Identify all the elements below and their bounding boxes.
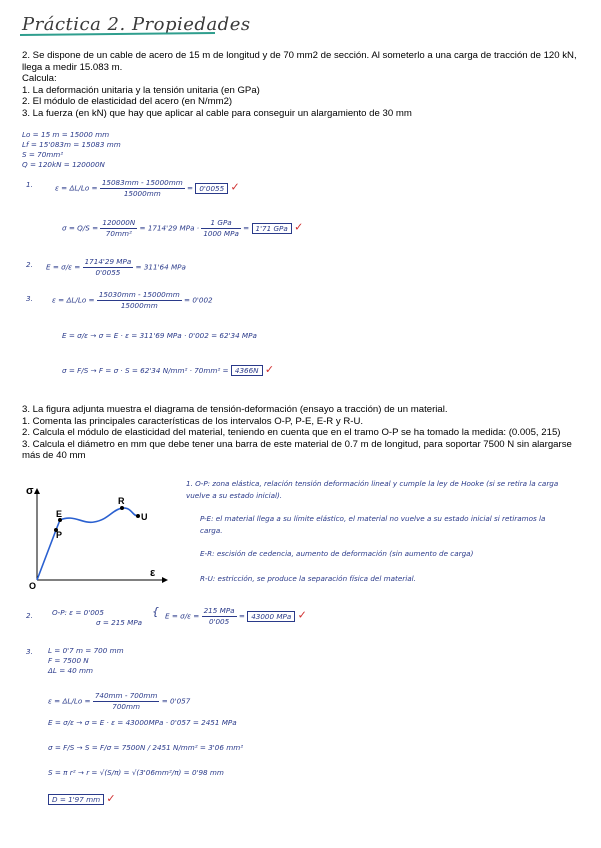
hw3-comment-2: P-E: el material llega a su límite elástico, el material no vuelve a su estado inicial si retiramos la carga. [200, 514, 546, 535]
hw3-b3-result: D = 1'97 mm [48, 794, 104, 805]
problem-3-statement [22, 404, 582, 462]
hw3-b3-e1: ε = ΔL/Lo = [48, 696, 91, 706]
hw3-b2-fraction [202, 606, 237, 627]
hw2-a1-num: 15083mm - 15000mm [101, 178, 183, 187]
hw2-a1b-den2: 1000 MPa [203, 229, 239, 238]
problem-3-question-2: 2. Calcula el módulo de elasticidad del material, teniendo en cuenta que en el tramo O-P se ha tomado la medida: (0.005, 215) [22, 427, 561, 438]
hw2-answer-2-label: 2. [26, 260, 33, 269]
hw3-b3-line: L = 0'7 m = 700 mm [48, 646, 124, 655]
hw2-answer-3-force [62, 365, 274, 376]
problem-2-question-2: 2. El módulo de elasticidad del acero (en N/mm2) [22, 96, 233, 107]
problem-2-text: 2. Se dispone de un cable de acero de 15 m de longitud y de 70 mm2 de sección. Al someterlo a una carga de tracción de 120 kN, llega a medir 15.083 m. [22, 50, 577, 73]
problem-3-text: 3. La figura adjunta muestra el diagrama de tensión-deformación (ensayo a tracción) de un material. [22, 404, 448, 415]
hw3-b2-line: σ = 215 MPa [96, 618, 143, 627]
hw2-answer-2 [46, 257, 186, 278]
check-mark: ✓ [264, 363, 275, 376]
brace-icon: { [152, 605, 159, 618]
hw2-data-line: S = 70mm² [22, 150, 64, 159]
hw3-b2-den: 0'005 [208, 617, 230, 626]
hw2-a1b-result: 1'71 GPa [252, 223, 292, 234]
point-r-label: R [118, 496, 125, 506]
hw2-a1b-lhs: σ = Q/S = [62, 223, 99, 233]
point-e-label: E [56, 509, 63, 519]
point-u-marker [136, 514, 140, 518]
hw2-a1b-fraction [100, 218, 137, 239]
hw3-comment-4: R-U: estricción, se produce la separación física del material. [200, 574, 416, 583]
check-mark: ✓ [106, 792, 116, 805]
hw3-b3-stress: E = σ/ε → σ = E · ε = 43000MPa · 0'057 = 2451 MPa [48, 718, 237, 727]
hw3-b3-e1n: 740mm - 700mm [94, 691, 158, 700]
hw2-a3-den: 15000mm [120, 301, 158, 310]
hw3-b3-e1d: 700mm [112, 702, 140, 711]
hw2-a1b-num2: 1 GPa [201, 218, 241, 229]
hw3-b3-section: σ = F/S → S = F/σ = 7500N / 2451 N/mm² = 3'06 mm² [48, 743, 244, 752]
hw3-b2-line: O-P: ε = 0'005 [52, 608, 104, 617]
stress-strain-diagram [22, 480, 172, 590]
hw2-a3c-text: σ = F/S → F = σ · S = 62'34 N/mm² · 70mm² = [62, 366, 229, 375]
hw2-answer-1-label: 1. [26, 180, 33, 189]
page-title: Práctica 2. Propiedades [22, 14, 251, 35]
origin-label: O [29, 581, 37, 590]
y-axis-arrow-icon [34, 488, 40, 494]
hw2-a2-result: = 311'64 MPa [135, 262, 186, 272]
stress-strain-curve [37, 508, 138, 580]
hw3-b3-fraction [93, 691, 160, 712]
hw3-b3-data [48, 646, 124, 676]
hw2-a3-lhs: ε = ΔL/Lo = [52, 295, 95, 305]
hw3-b2-result: 43000 MPa [247, 611, 295, 622]
check-mark: ✓ [230, 180, 240, 194]
hw3-b2-equation: E = σ/ε = $\frac{\text{215 MPa}}{0'005}$ = 43000 MPa ✓ [165, 606, 307, 626]
hw2-a3-fraction [97, 290, 182, 311]
point-u-label: U [141, 512, 148, 522]
y-axis-label: σ [26, 485, 34, 497]
point-p-label: P [56, 530, 63, 540]
hw2-a1-fraction [100, 178, 185, 199]
problem-2-question-3: 3. La fuerza (en kN) que hay que aplicar al cable para conseguir un alargamiento de 30 mm [22, 107, 412, 119]
hw2-a2-num: 1714'29 MPa [84, 257, 132, 266]
hw2-a1-den: 15000mm [123, 189, 161, 198]
hw2-a1b-den: 70mm² [105, 229, 132, 238]
hw3-b3-label: 3. [26, 647, 33, 656]
hw2-answer-3-stress: E = σ/ε → σ = E · ε = 311'69 MPa · 0'002 = 62'34 MPa [62, 331, 257, 340]
hw3-b3-line: ΔL = 40 mm [48, 666, 93, 675]
hw2-a1-result: 0'0055 [195, 183, 228, 194]
hw3-comment-3: E-R: escisión de cedencia, aumento de deformación (sin aumento de carga) [200, 549, 474, 558]
problem-3-question-1: 1. Comenta las principales características de los intervalos O-P, P-E, E-R y R-U. [22, 415, 364, 427]
hw3-b2-data [52, 608, 142, 628]
hw3-b3-radius: S = π r² → r = √(S/π) = √(3'06mm²/π) = 0'98 mm [48, 768, 224, 777]
hw2-a1b-mid: = 1714'29 MPa · [139, 223, 200, 233]
hw2-a3c-result: 4366N [231, 365, 263, 376]
hw3-b3-final [48, 794, 116, 805]
hw2-data-line: Lf = 15'083m = 15083 mm [22, 140, 121, 149]
hw3-b3-e1r: = 0'057 [161, 696, 191, 706]
problem-2-calcula: Calcula: [22, 73, 57, 84]
hw2-a2-text: E = σ/ε = [46, 262, 81, 272]
check-mark: ✓ [297, 608, 307, 622]
hw2-a1b-fraction-2 [201, 218, 241, 239]
x-axis-label: ε [150, 567, 156, 579]
hw2-a3-result: = 0'002 [184, 295, 213, 305]
hw3-b3-strain [48, 691, 190, 712]
hw3-b2-label: 2. [26, 611, 33, 620]
hw2-a2-fraction [83, 257, 134, 278]
hw2-a2-den: 0'0055 [95, 268, 121, 277]
check-mark: ✓ [294, 220, 304, 234]
hw2-a3-num: 15030mm - 15000mm [98, 290, 180, 299]
hw3-b2-eq: E = σ/ε = [165, 611, 200, 621]
hw3-b3-line: F = 7500 N [48, 656, 89, 665]
hw2-data [22, 130, 121, 170]
hw2-answer-1-strain: ε = ΔL/Lo = $\frac{15083mm - 15000mm}{15000mm}$ = 0'0055 ✓ [55, 178, 240, 198]
hw2-answer-1-stress: σ = Q/S = $\frac{120000N}{\text{70mm²}}$ = 1714'29 MPa · $\frac{\text{1 GPa}}{\text{1000 MPa}}$ = 1'71 GPa ✓ [62, 218, 304, 238]
hw3-b2-num: 215 MPa [203, 606, 235, 615]
hw2-data-line: Q = 120kN = 120000N [22, 160, 105, 169]
problem-2-question-1: 1. La deformación unitaria y la tensión unitaria (en GPa) [22, 84, 260, 96]
point-r-marker [120, 506, 124, 510]
hw2-answer-3-label: 3. [26, 294, 33, 303]
problem-2-statement [22, 50, 582, 119]
hw2-a1b-num: 120000N [102, 218, 136, 227]
hw2-answer-3-strain [52, 290, 213, 311]
hw3-comment-1: 1. O-P: zona elástica, relación tensión deformación lineal y cumple la ley de Hooke (si se retira la carga vuelve a su estado inicial). [186, 479, 559, 500]
problem-3-question-3: 3. Calcula el diámetro en mm que debe tener una barra de este material de 0.7 m de longitud, para soportar 7500 N sin alargarse más de 40 mm [22, 438, 572, 461]
hw2-data-line: Lo = 15 m = 15000 mm [22, 130, 110, 139]
x-axis-arrow-icon [162, 577, 168, 583]
hw2-a1-lhs: ε = ΔL/Lo = [55, 183, 98, 193]
